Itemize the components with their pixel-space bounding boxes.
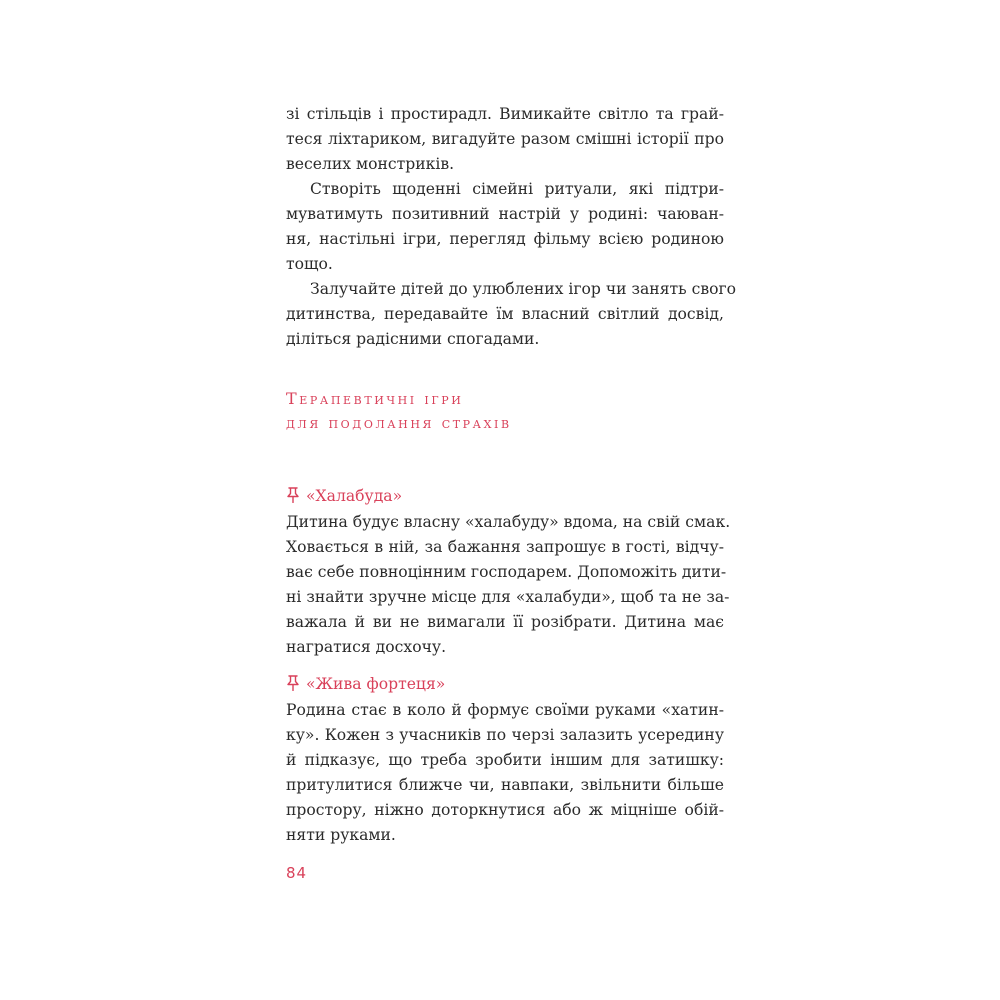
game-1-text-line: награтися досхочу. <box>286 638 447 656</box>
game-2-title: «Жива фортеця» <box>306 675 446 693</box>
paragraph-2-line: муватимуть позитивний настрій у родині: чаюван- <box>286 205 724 223</box>
game-1-text-line: ває себе повноцінним господарем. Допоможіть дити- <box>286 563 727 581</box>
pushpin-icon <box>286 675 300 691</box>
paragraph-2-line: тощо. <box>286 255 333 273</box>
game-1-title: «Халабуда» <box>306 487 403 505</box>
game-2-text-line: няти руками. <box>286 826 396 844</box>
paragraph-3-line: діліться радісними спогадами. <box>286 330 540 348</box>
game-1-text-line: Ховається в ній, за бажання запрошує в гості, відчу- <box>286 538 724 556</box>
section-heading-line-1: Терапевтичні ігри <box>286 389 464 408</box>
paragraph-3-line: дитинства, передавайте їм власний світлий досвід, <box>286 305 724 323</box>
game-2-text-line: простору, ніжно доторкнутися або ж міцніше обій- <box>286 801 724 819</box>
paragraph-2-line: Створіть щоденні сімейні ритуали, які підтри- <box>310 180 724 198</box>
paragraph-1-line: веселих монстриків. <box>286 155 455 173</box>
page-number: 84 <box>286 864 308 882</box>
game-2-text-line: Родина стає в коло й формує своїми руками «хатин- <box>286 701 724 719</box>
game-2-title-row <box>286 674 445 694</box>
paragraph-1-line: зі стільців і простирадл. Вимикайте світло та грай- <box>286 105 724 123</box>
game-2-text-line: притулитися ближче чи, навпаки, звільнити більше <box>286 776 724 794</box>
game-1-title-row <box>286 486 402 506</box>
section-heading-line-2: для подолання страхів <box>286 413 512 432</box>
game-1-text-line: важала й ви не вимагали її розібрати. Дитина має <box>286 613 724 631</box>
game-2-text-line: й підказує, що треба зробити іншим для затишку: <box>286 751 724 769</box>
paragraph-1-line: теся ліхтариком, вигадуйте разом смішні історії про <box>286 130 724 148</box>
paragraph-2-line: ня, настільні ігри, перегляд фільму всією родиною <box>286 230 724 248</box>
paragraph-3-line: Залучайте дітей до улюблених ігор чи занять свого <box>310 280 737 298</box>
game-1-text-line: ні знайти зручне місце для «халабуди», щоб та не за- <box>286 588 730 606</box>
game-2-text-line: ку». Кожен з учасників по черзі залазить усередину <box>286 726 724 744</box>
game-1-text-line: Дитина будує власну «халабуду» вдома, на свій смак. <box>286 513 731 531</box>
pushpin-icon <box>286 487 300 503</box>
